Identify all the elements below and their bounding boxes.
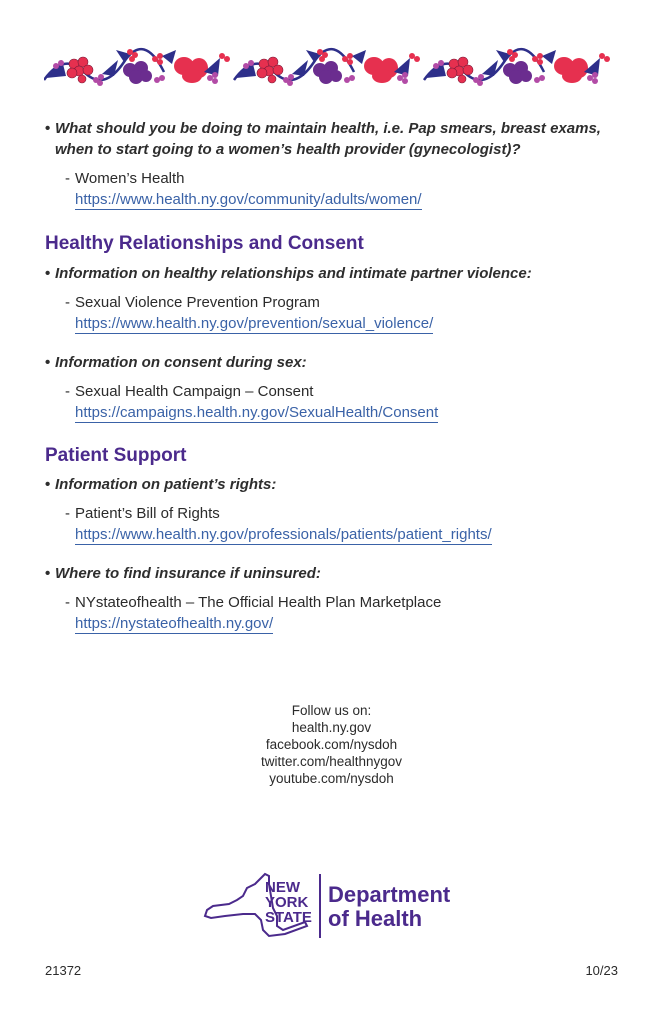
resource-name: Sexual Violence Prevention Program: [75, 294, 320, 311]
follow-link-twitter[interactable]: twitter.com/healthnygov: [260, 754, 403, 769]
bullet: •: [45, 354, 51, 371]
resource-item: [65, 168, 635, 210]
section-patient-support: [45, 444, 635, 634]
dash: -: [65, 505, 70, 522]
section-heading: Healthy Relationships and Consent: [45, 233, 364, 254]
bullet: •: [45, 265, 51, 282]
logo-new: NEW: [265, 879, 300, 896]
dash: -: [65, 170, 70, 187]
question: • Information on patient’s rights:: [45, 476, 277, 493]
berry-vine-border: [44, 42, 619, 86]
bullet: •: [45, 476, 51, 493]
logo-york: YORK: [265, 894, 309, 911]
bullet: •: [45, 120, 51, 137]
question: • Information on consent during sex:: [45, 354, 307, 371]
resource-link[interactable]: https://campaigns.health.ny.gov/SexualHealth/Consent: [75, 404, 439, 421]
section-heading: Patient Support: [45, 445, 187, 466]
logo-state: STATE: [265, 909, 312, 926]
follow-link-facebook[interactable]: facebook.com/nysdoh: [265, 737, 398, 752]
dash: -: [65, 383, 70, 400]
logo-department: Department: [328, 882, 451, 907]
resource-item: [65, 592, 635, 634]
section-womens-health: [45, 118, 635, 210]
document-code: 21372: [45, 963, 82, 978]
resource-item: [65, 381, 635, 423]
resource-name: NYstateofhealth – The Official Health Plan Marketplace: [75, 594, 442, 611]
bullet: •: [45, 565, 51, 582]
question: • Information on healthy relationships and intimate partner violence:: [45, 265, 532, 282]
question: • Where to find insurance if uninsured:: [45, 565, 321, 582]
resource-name: Patient’s Bill of Rights: [75, 505, 220, 522]
logo-of-health: of Health: [328, 906, 423, 931]
resource-link[interactable]: https://www.health.ny.gov/community/adults/women/: [75, 191, 422, 208]
follow-link-youtube[interactable]: youtube.com/nysdoh: [269, 771, 394, 786]
question: • What should you be doing to maintain health, i.e. Pap smears, breast exams, when to start going to a women’s health provider (gynecologist)?: [45, 120, 601, 158]
resource-name: Sexual Health Campaign – Consent: [75, 383, 314, 400]
section-healthy-relationships: [45, 232, 635, 423]
resource-link[interactable]: https://nystateofhealth.ny.gov/: [75, 615, 274, 632]
nys-department-of-health-logo: [203, 872, 468, 940]
resource-item: [65, 503, 635, 545]
resource-link[interactable]: https://www.health.ny.gov/prevention/sexual_violence/: [75, 315, 434, 332]
dash: -: [65, 594, 70, 611]
follow-title: Follow us on:: [291, 703, 372, 718]
resource-item: [65, 292, 635, 334]
dash: -: [65, 294, 70, 311]
document-date: 10/23: [585, 963, 618, 978]
follow-us-block: [0, 702, 663, 787]
resource-list: [45, 118, 635, 634]
logo-divider: [319, 874, 321, 938]
resource-link[interactable]: https://www.health.ny.gov/professionals/patients/patient_rights/: [75, 526, 492, 543]
resource-name: Women’s Health: [75, 170, 185, 187]
follow-link-website[interactable]: health.ny.gov: [291, 720, 372, 735]
